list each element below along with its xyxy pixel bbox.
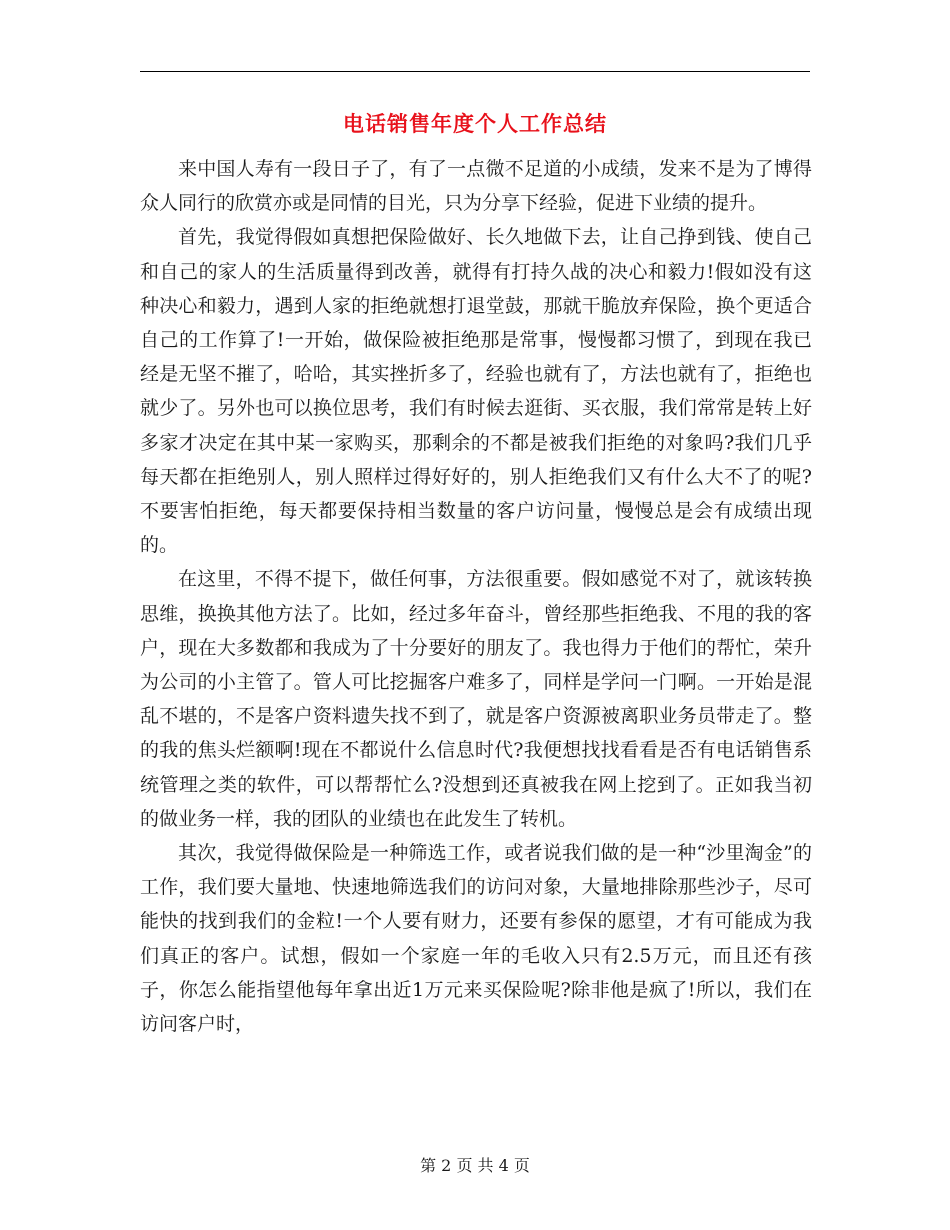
paragraph-first: 首先，我觉得假如真想把保险做好、长久地做下去，让自己挣到钱、使自己和自己的家人的生活质量得到改善，就得有打持久战的决心和毅力!假如没有这种决心和毅力，遇到人家的拒绝就想打退堂鼓，那就干脆放弃保险，换个更适合自己的工作算了!一开始，做保险被拒绝那是常事，慢慢都习惯了，到现在我已经是无坚不摧了，哈哈，其实挫折多了，经验也就有了，方法也就有了，拒绝也就少了。另外也可以换位思考，我们有时候去逛街、买衣服，我们常常是转上好多家才决定在其中某一家购买，那剩余的不都是被我们拒绝的对象吗?我们几乎每天都在拒绝别人，别人照样过得好好的，别人拒绝我们又有什么大不了的呢?不要害怕拒绝，每天都要保持相当数量的客户访问量，慢慢总是会有成绩出现的。 bbox=[140, 226, 812, 557]
document-body bbox=[140, 152, 812, 1041]
paragraph-intro: 来中国人寿有一段日子了，有了一点微不足道的小成绩，发来不是为了博得众人同行的欣赏亦或是同情的目光，只为分享下经验，促进下业绩的提升。 bbox=[140, 158, 812, 215]
document-title: 电话销售年度个人工作总结 bbox=[343, 111, 607, 136]
paragraph-method: 在这里，不得不提下，做任何事，方法很重要。假如感觉不对了，就该转换思维，换换其他方法了。比如，经过多年奋斗，曾经那些拒绝我、不甩的我的客户，现在大多数都和我成为了十分要好的朋友了。我也得力于他们的帮忙，荣升为公司的小主管了。管人可比挖掘客户难多了，同样是学问一门啊。一开始是混乱不堪的，不是客户资料遗失找不到了，就是客户资源被离职业务员带走了。整的我的焦头烂额啊!现在不都说什么信息时代?我便想找找看看是否有电话销售系统管理之类的软件，可以帮帮忙么?没想到还真被我在网上挖到了。正如我当初的做业务一样，我的团队的业绩也在此发生了转机。 bbox=[140, 568, 812, 830]
paragraph-second: 其次，我觉得做保险是一种筛选工作，或者说我们做的是一种“沙里淘金”的工作，我们要大量地、快速地筛选我们的访问对象，大量地排除那些沙子，尽可能快的找到我们的金粒!一个人要有财力，还要有参保的愿望，才有可能成为我们真正的客户。试想，假如一个家庭一年的毛收入只有2.5万元，而且还有孩子，你怎么能指望他每年拿出近1万元来买保险呢?除非他是疯了!所以，我们在访问客户时， bbox=[140, 842, 812, 1036]
header-rule bbox=[140, 71, 810, 72]
page-footer: 第 2 页 共 4 页 bbox=[420, 1156, 530, 1175]
